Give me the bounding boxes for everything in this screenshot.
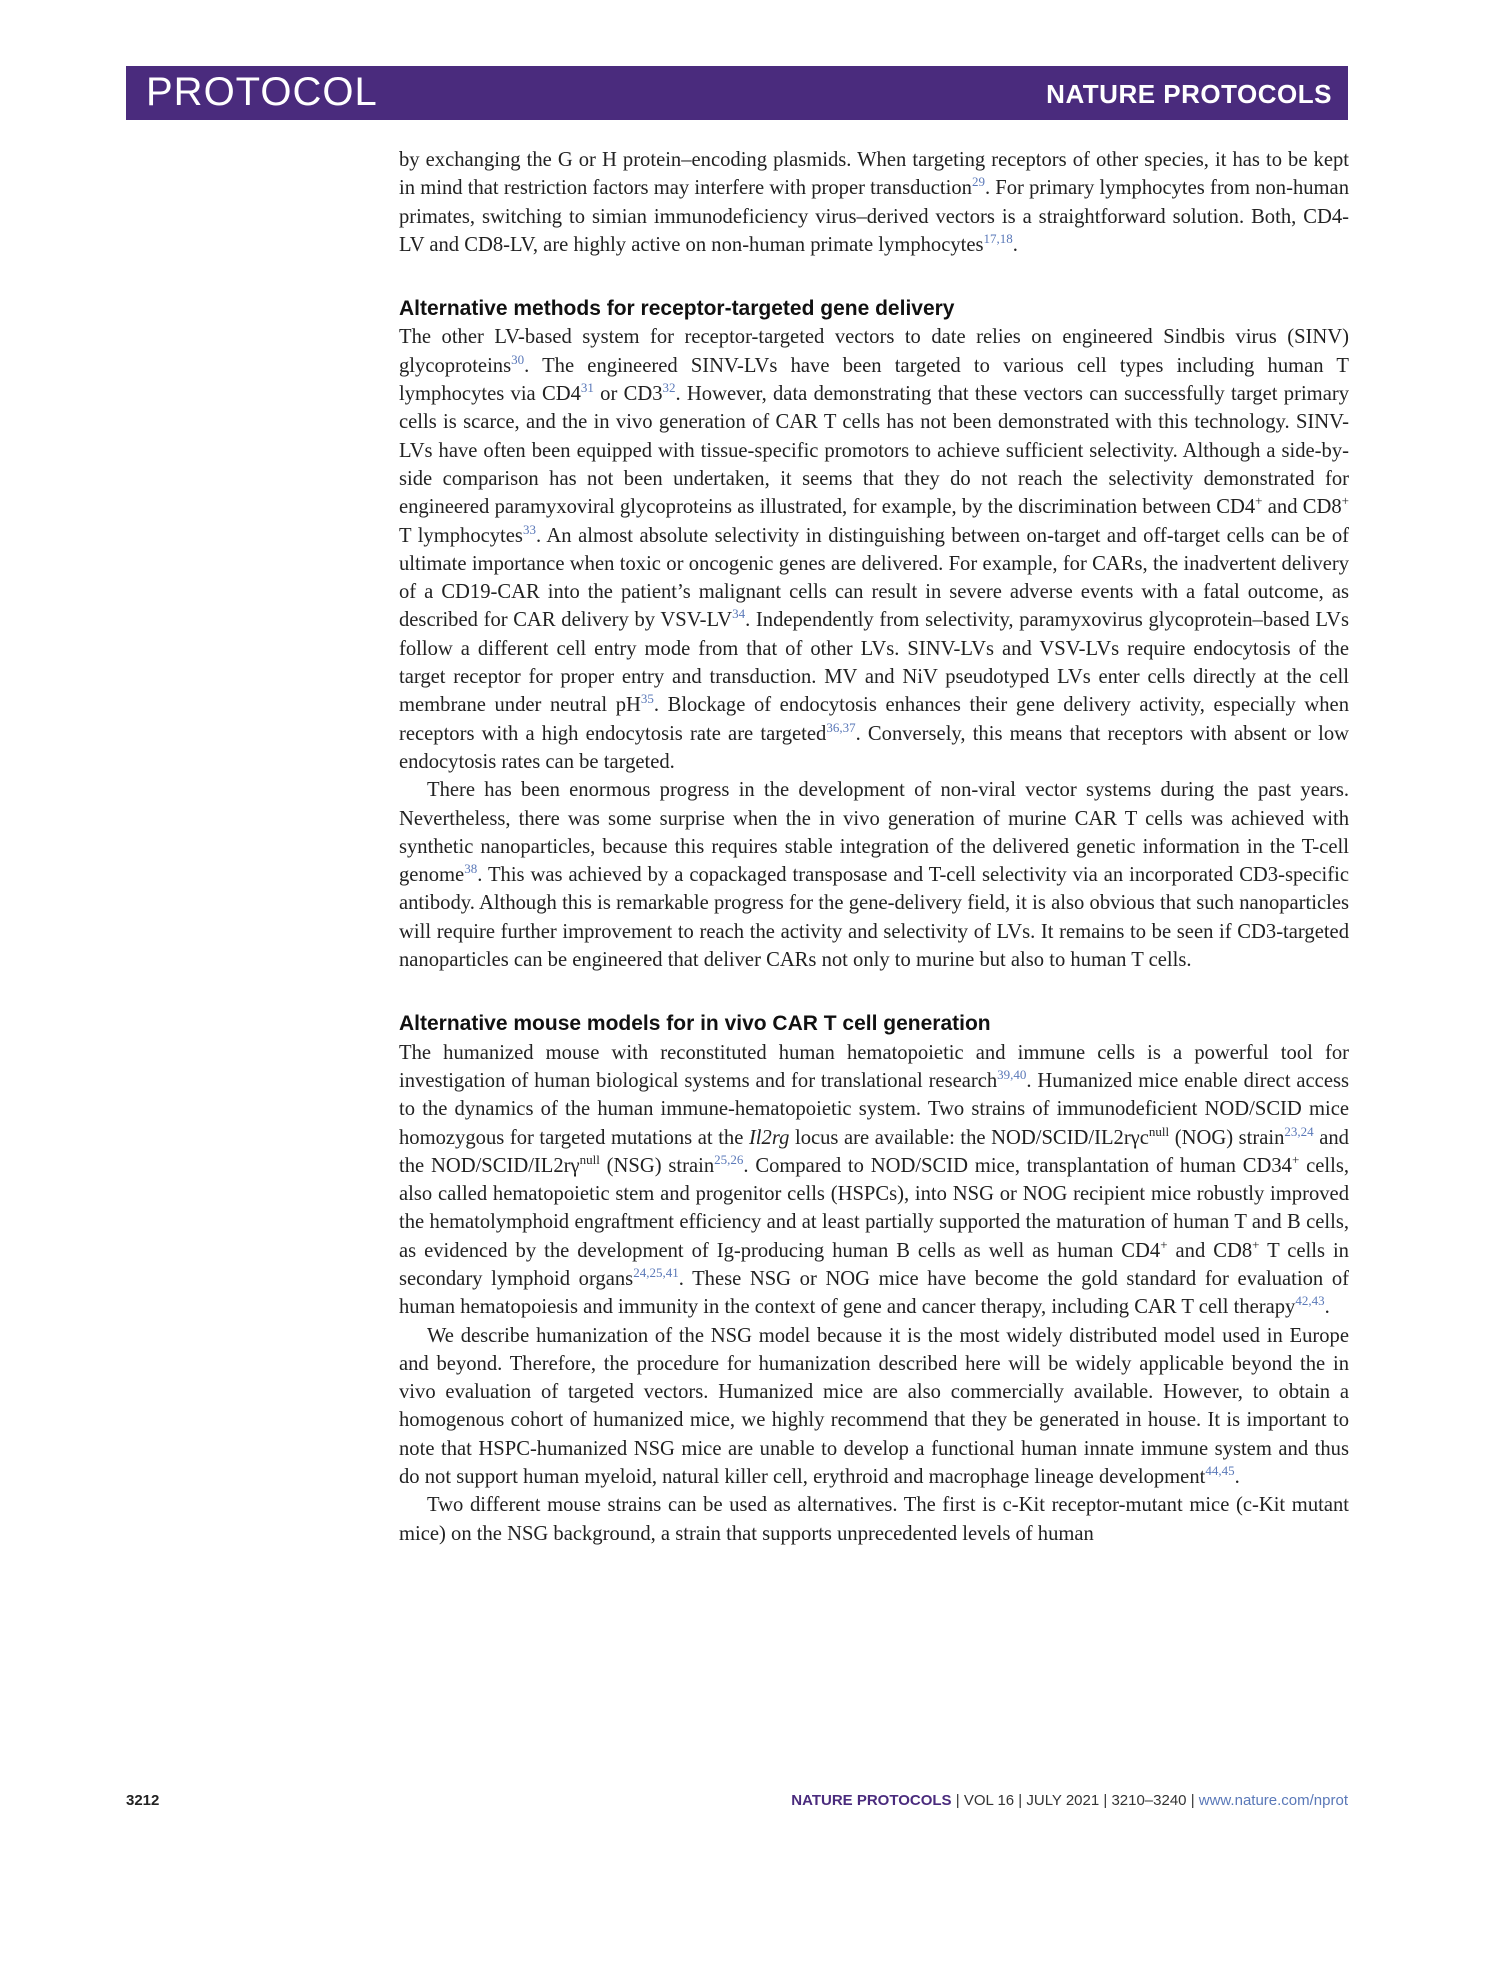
superscript: + (1252, 1236, 1260, 1252)
section-heading: Alternative methods for receptor-targeted gene delivery (399, 297, 955, 321)
footer-volume: VOL 16 (963, 1792, 1015, 1809)
citation-link[interactable]: 30 (511, 351, 525, 367)
paragraph: by exchanging the G or H protein–encoding plasmids. When targeting receptors of other species, it has to be kept in mind that restriction factors may interfere with proper transduction$^{29}$. For primary lymphocytes from non-human primates, switching to simian immunodeficiency virus–derived vectors is a straightforward solution. Both, CD4-LV and CD8-LV, are highly active on non-human primate lymphocytes$^{17,18}$. (399, 149, 1349, 256)
paragraph: The other LV-based system for receptor-targeted vectors to date relies on engineered Sindbis virus (SINV) glycoproteins$^{30}$. The engineered SINV-LVs have been targeted to various cell types including human T lymphocytes via $CD4^{31}$ or $CD3^{32}$. However, data demonstrating that these vectors can successfully target primary cells is scarce, and the in vivo generation of CAR T cells has not been demonstrated with this technology. SINV-LVs have often been equipped with tissue-specific promotors to achieve sufficient selectivity. Although a side-by-side comparison has not been undertaken, it seems that they do not reach the selectivity demonstrated for engineered paramyxoviral glycoproteins as illustrated, for example, by the discrimination between CD4+ and CD8+ T lymphocytes$^{33}$. An almost absolute selectivity in distinguishing between on-target and off-target cells can be of ultimate importance when toxic or oncogenic genes are delivered. For example, for CARs, the inadvertent delivery of a CD19-CAR into the patient’s malignant cells can result in severe adverse events with a fatal outcome, as described for CAR delivery by VSV-LV$^{34}$. Independently from selectivity, paramyxovirus glycoprotein–based LVs follow a different cell entry mode from that of other LVs. SINV-LVs and VSV-LVs require endocytosis of the target receptor for proper entry and transduction. MV and NiV pseudotyped LVs enter cells directly at the cell membrane under neutral $pH^{35}$. Blockage of endocytosis enhances their gene delivery activity, especially when receptors with a high endocytosis rate are targeted$^{36,37}$. Conversely, this means that receptors with absent or low endocytosis rates can be targeted. (399, 326, 1349, 773)
citation-link[interactable]: 25,26 (714, 1151, 744, 1167)
citation-link[interactable]: 31 (580, 380, 594, 396)
article-body (399, 146, 1349, 1548)
superscript: + (1160, 1236, 1168, 1252)
citation-link[interactable]: 39,40 (997, 1067, 1027, 1083)
citation-link[interactable]: 42,43 (1295, 1293, 1325, 1309)
footer-journal: NATURE PROTOCOLS (791, 1792, 952, 1809)
footer-pages: 3210–3240 (1111, 1792, 1187, 1809)
citation-link[interactable]: 29 (971, 174, 985, 190)
footer-citation: NATURE PROTOCOLS | VOL 16 | JULY 2021 | 3210–3240 | www.nature.com/nprot (791, 1792, 1348, 1809)
citation-link[interactable]: 32 (662, 380, 676, 396)
citation-link[interactable]: 44,45 (1205, 1463, 1235, 1479)
section-label: PROTOCOL (146, 70, 378, 114)
paragraph: There has been enormous progress in the development of non-viral vector systems during the past years. Nevertheless, there was some surprise when the in vivo generation of murine CAR T cells was achieved with synthetic nanoparticles, because this requires stable integration of the delivered genetic information in the T-cell genome$^{38}$. This was achieved by a copackaged transposase and T-cell selectivity via an incorporated CD3-specific antibody. Although this is remarkable progress for the gene-delivery field, it is also obvious that such nanoparticles will require further improvement to reach the activity and selectivity of LVs. It remains to be seen if CD3-targeted nanoparticles can be engineered that deliver CARs not only to murine but also to human T cells. (399, 779, 1349, 972)
superscript: + (1341, 493, 1349, 509)
superscript: + (1255, 493, 1263, 509)
superscript: null (579, 1151, 600, 1167)
footer-date: JULY 2021 (1026, 1792, 1100, 1809)
paragraph: We describe humanization of the NSG model because it is the most widely distributed model used in Europe and beyond. Therefore, the procedure for humanization described here will be widely applicable beyond the in vivo evaluation of targeted vectors. Humanized mice are also commercially available. However, to obtain a homogenous cohort of humanized mice, we highly recommend that they be generated in house. It is important to note that HSPC-humanized NSG mice are unable to develop a functional human innate immune system and thus do not support human myeloid, natural killer cell, erythroid and macrophage lineage development$^{44,45}$. (399, 1324, 1349, 1489)
citation-link[interactable]: 17,18 (983, 231, 1013, 247)
superscript: null (1148, 1123, 1170, 1139)
page-number: 3212 (126, 1792, 160, 1809)
citation-link[interactable]: 34 (732, 606, 746, 622)
footer-url[interactable]: www.nature.com/nprot (1198, 1792, 1348, 1809)
page-footer (126, 1792, 1348, 1816)
section-heading: Alternative mouse models for in vivo CAR T cell generation (399, 1012, 991, 1036)
paragraph: The humanized mouse with reconstituted human hematopoietic and immune cells is a powerful tool for investigation of human biological systems and for translational research$^{39,40}$. Humanized mice enable direct access to the dynamics of the human immune-hematopoietic system. Two strains of immunodeficient NOD/SCID mice homozygous for targeted mutations at the Il2rg locus are available: the NOD/SCID/IL2rγc$^{null}$ (NOG) strain$^{23,24}$ and the NOD/$SCID/IL2r\gamma^{null}$ (NSG) strain$^{25,26}$. Compared to NOD/SCID mice, transplantation of human CD34+ cells, also called hematopoietic stem and progenitor cells (HSPCs), into NSG or NOG recipient mice robustly improved the hematolymphoid engraftment efficiency and at least partially supported the maturation of human T and B cells, as evidenced by the development of Ig-producing human B cells as well as human CD4+ and CD8+ T cells in secondary lymphoid organs$^{24,25,41}$. These NSG or NOG mice have become the gold standard for evaluation of human hematopoiesis and immunity in the context of gene and cancer therapy, including CAR T cell therapy$^{42,43}$. (399, 1041, 1349, 1319)
citation-link[interactable]: 24,25,41 (633, 1265, 679, 1281)
citation-link[interactable]: 23,24 (1284, 1123, 1314, 1139)
page-header (126, 66, 1348, 120)
citation-link[interactable]: 33 (522, 521, 536, 537)
citation-link[interactable]: 36,37 (826, 719, 856, 735)
citation-link[interactable]: 38 (464, 861, 478, 877)
superscript: + (1291, 1151, 1300, 1167)
journal-name: NATURE PROTOCOLS (1046, 79, 1332, 109)
citation-link[interactable]: 35 (640, 691, 654, 707)
paragraph: Two different mouse strains can be used as alternatives. The first is c-Kit receptor-mutant mice (c-Kit mutant mice) on the NSG background, a strain that supports unprecedented levels of human (399, 1494, 1349, 1545)
